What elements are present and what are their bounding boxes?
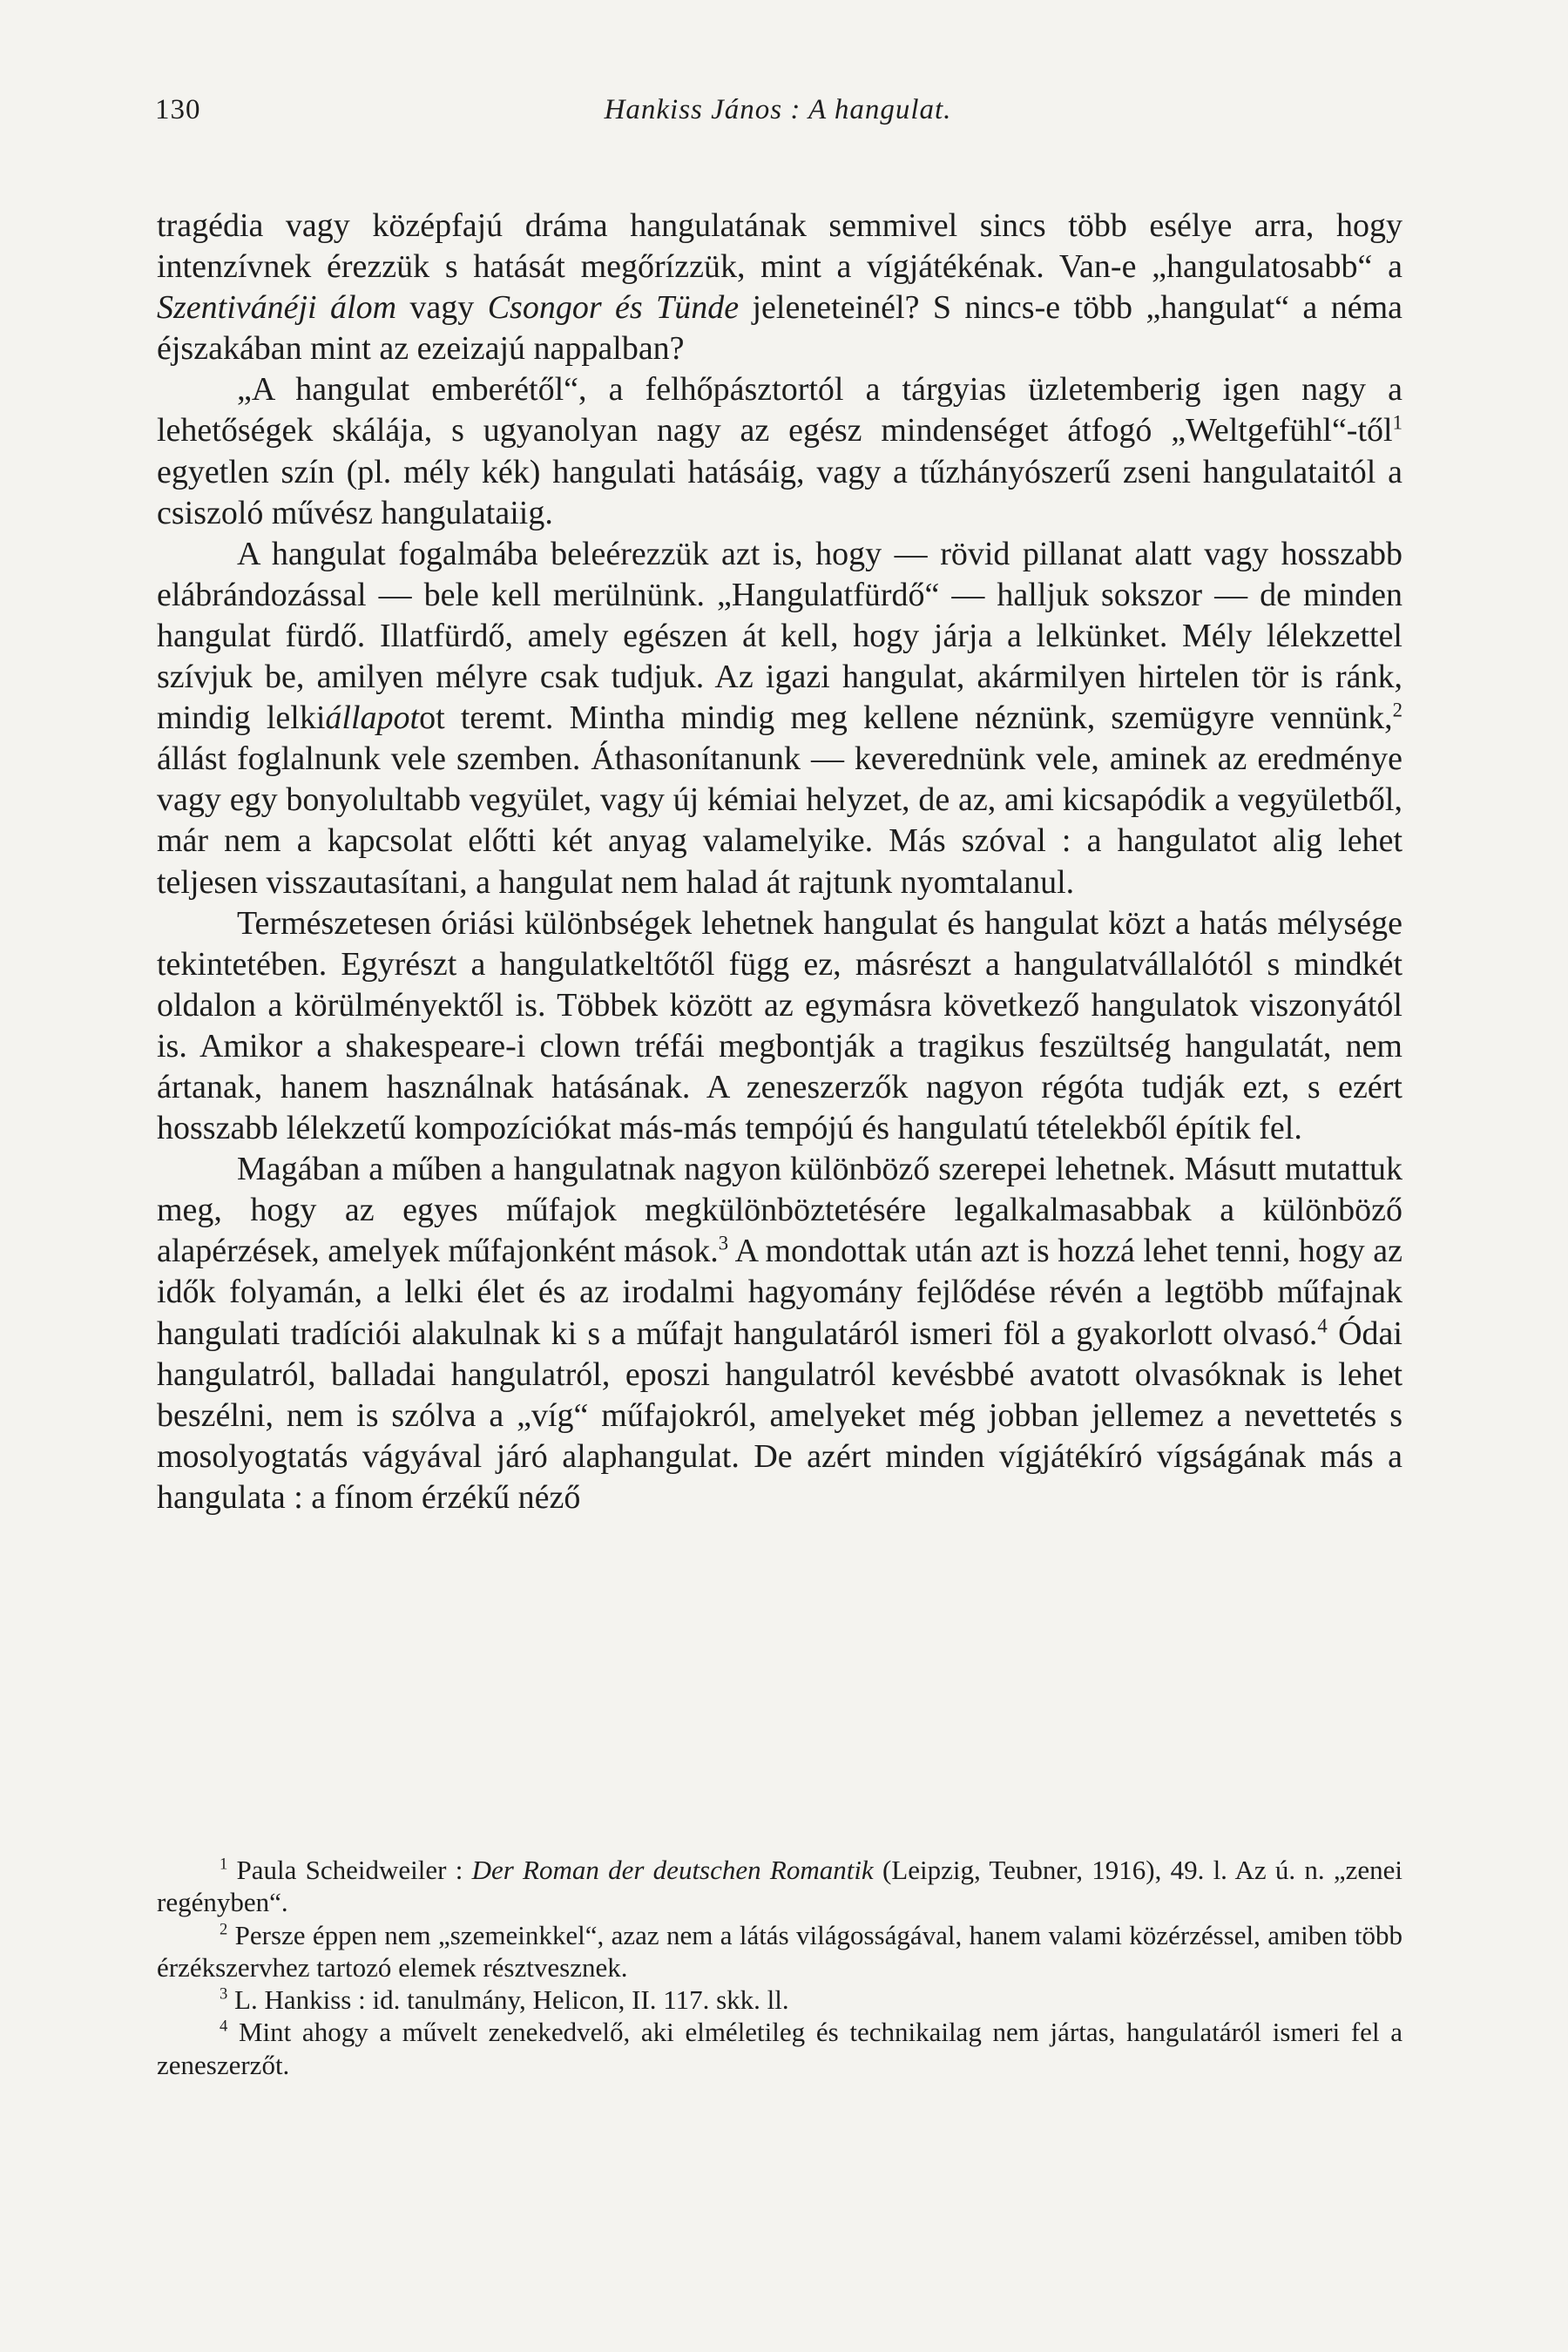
text-run: (Leipzig, Teubner, 1916), 49. l. Az ú. n. „zenei regényben“. bbox=[157, 1855, 1402, 1918]
text-run: Mint ahogy a művelt zenekedvelő, aki elméletileg és technikailag nem jártas, hangulatáról ismeri fel a zeneszerzőt. bbox=[157, 2017, 1402, 2080]
paragraph-1 bbox=[157, 206, 1402, 369]
text-run: vagy bbox=[396, 289, 488, 327]
text-run: Természetesen óriási különbségek lehetnek hangulat és hangulat közt a hatás mélysége tekintetében. Egyrészt a hangulatkeltőtől függ ez, másrészt a hangulatvállalótól s mindkét oldalon a körülményektől is. Többek között az egymásra következő hangulatok viszonyától is. Amikor a shakespeare-i clown tréfái megbontják a tragikus feszültség hangulatát, nem ártanak, hanem használnak hatásának. A zeneszerzők nagyon régóta tudják ezt, s ezért hosszabb lélekzetű kompozíciókat más-más tempójú és hangulatú tételekből építik fel. bbox=[157, 904, 1402, 1147]
page-number: 130 bbox=[155, 94, 201, 125]
footnote-number: 1 bbox=[220, 1855, 228, 1874]
text-run: A mondottak után azt is hozzá lehet tenni, hogy az idők folyamán, a lelki élet és az irodalmi hagyomány fejlődése révén a legtöbb műfajnak hangulati tradíciói alakulnak ki s a műfajt hangulatáról ismeri föl a gyakorlott olvasó. bbox=[157, 1233, 1402, 1352]
footnote-number: 2 bbox=[220, 1920, 228, 1939]
footnote-2 bbox=[157, 1919, 1402, 1984]
footnote-number: 3 bbox=[220, 1984, 228, 2004]
footnote-3 bbox=[157, 1984, 1402, 2016]
text-run: Magában a műben a hangulatnak nagyon különböző szerepei lehetnek. Másutt mutattuk meg, hogy az egyes műfajok megkülönböztetésére legalkalmasabbak a különböző alapérzések, amelyek műfajonként mások. bbox=[157, 1151, 1402, 1270]
footnote-ref: 2 bbox=[1392, 699, 1402, 721]
footnote-ref: 1 bbox=[1392, 411, 1402, 434]
body-text bbox=[157, 206, 1402, 1518]
paragraph-2 bbox=[157, 369, 1402, 533]
footnotes bbox=[157, 1854, 1402, 2081]
running-title: Hankiss János : A hangulat. bbox=[604, 94, 952, 125]
italic-word: állapot bbox=[325, 700, 420, 737]
footnote-number: 4 bbox=[220, 2017, 228, 2037]
text-run: ot teremt. Mintha mindig meg kellene néznünk, szemügyre vennünk, bbox=[419, 700, 1393, 737]
text-run: Persze éppen nem „szemeinkkel“, azaz nem a látás világosságával, hanem valami közérzéssel, amiben több érzékszervhez tartozó elemek résztvesznek. bbox=[157, 1919, 1402, 1983]
text-run: „A hangulat emberétől“, a felhőpásztortól a tárgyias üzletemberig igen nagy a lehetőségek skálája, s ugyanolyan nagy az egész mindenséget átfogó „Weltgefühl“-től bbox=[157, 371, 1402, 449]
text-run: állást foglalnunk vele szemben. Áthasonítanunk — keverednünk vele, aminek az eredménye vagy egy bonyolultabb vegyület, vagy új kémiai helyzet, de az, ami kicsapódik a vegyületből, már nem a kapcsolat előtti két anyag valamelyike. Más szóval : a hangulatot alig lehet teljesen visszautasítani, a hangulat nem halad át rajtunk nyomtalanul. bbox=[157, 740, 1402, 901]
paragraph-4 bbox=[157, 903, 1402, 1150]
text-run: Paula Scheidweiler : bbox=[227, 1855, 472, 1885]
text-run: jeleneteinél? S nincs-e több „hangulat“ a néma éjszakában mint az ezeizajú nappalban? bbox=[157, 289, 1402, 368]
footnote-ref: 3 bbox=[718, 1232, 729, 1254]
italic-title: Csongor és Tünde bbox=[487, 289, 740, 327]
paragraph-5 bbox=[157, 1149, 1402, 1518]
footnote-4 bbox=[157, 2016, 1402, 2081]
italic-title: Der Roman der deutschen Romantik bbox=[471, 1855, 874, 1885]
text-run: egyetlen szín (pl. mély kék) hangulati hatásáig, vagy a tűzhányószerű zseni hangulataitól a csiszoló művész hangulataiig. bbox=[157, 453, 1402, 531]
text-run: A hangulat fogalmába beleérezzük azt is, hogy — rövid pillanat alatt vagy hosszabb elábrándozással — bele kell merülnünk. „Hangulatfürdő“ — halljuk sokszor — de minden hangulat fürdő. Illatfürdő, amely egészen át kell, hogy járja a lelkünket. Mély lélekzettel szívjuk be, amilyen mélyre csak tudjuk. Az igazi hangulat, akármilyen hirtelen tör is ránk, mindig lelki bbox=[157, 535, 1402, 737]
text-run: Ódai hangulatról, balladai hangulatról, eposzi hangulatról kevésbbé avatott olvasóknak is lehet beszélni, nem is szólva a „víg“ műfajokról, amelyeket még jobban jellemez a nevettetés s mosolyogtatás vágyával járó alaphangulat. De azért minden vígjátékíró vígságának más a hangulata : a fínom érzékű néző bbox=[157, 1315, 1402, 1516]
italic-title: Szentivánéji álom bbox=[157, 289, 397, 327]
text-run: tragédia vagy középfajú dráma hangulatának semmivel sincs több esélye arra, hogy intenzívnek érezzük s hatását megőrízzük, mint a vígjátékénak. Van-e „hangulatosabb“ a bbox=[157, 207, 1402, 286]
running-head bbox=[155, 89, 1401, 131]
footnote-ref: 4 bbox=[1317, 1314, 1328, 1336]
footnote-1 bbox=[157, 1854, 1402, 1919]
text-run: L. Hankiss : id. tanulmány, Helicon, II. 117. skk. ll. bbox=[227, 1984, 789, 2016]
paragraph-3 bbox=[157, 534, 1402, 903]
